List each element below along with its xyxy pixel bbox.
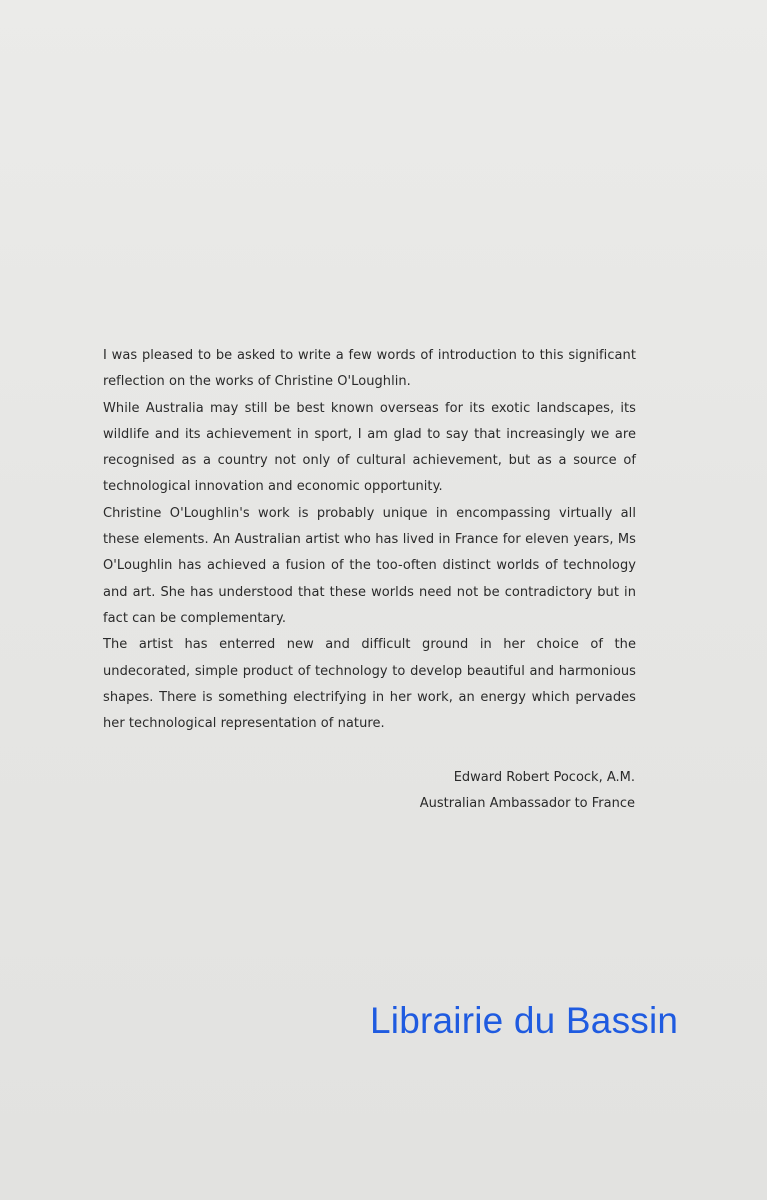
signature-block [300,765,635,817]
intro-paragraph-1: I was pleased to be asked to write a few words of introduction to this significant reflection on the works of Christine O'Loughlin. [103,348,636,390]
seller-watermark: Librairie du Bassin [370,1000,679,1041]
signature-name: Edward Robert Pocock, A.M. [453,770,635,785]
intro-paragraph-2: While Australia may still be best known overseas for its exotic landscapes, its wildlife and its achievement in sport, I am glad to say that increasingly we are recognised as a country not only of cultural achievement, but as a source of technological innovation and economic opportunity. [103,400,636,495]
intro-paragraph-4: The artist has enterred new and difficult ground in her choice of the undecorated, simple product of technology to develop beautiful and harmonious shapes. There is something electrifying in her work, an energy which pervades her technological representation of nature. [103,637,636,732]
signature-title: Australian Ambassador to France [419,796,635,811]
intro-paragraph-3: Christine O'Loughlin's work is probably unique in encompassing virtually all these elements. An Australian artist who has lived in France for eleven years, Ms O'Loughlin has achieved a fusion of the too-often distinct worlds of technology and art. She has understood that these worlds need not be contradictory but in fact can be complementary. [103,505,636,626]
introduction-text [103,343,636,737]
